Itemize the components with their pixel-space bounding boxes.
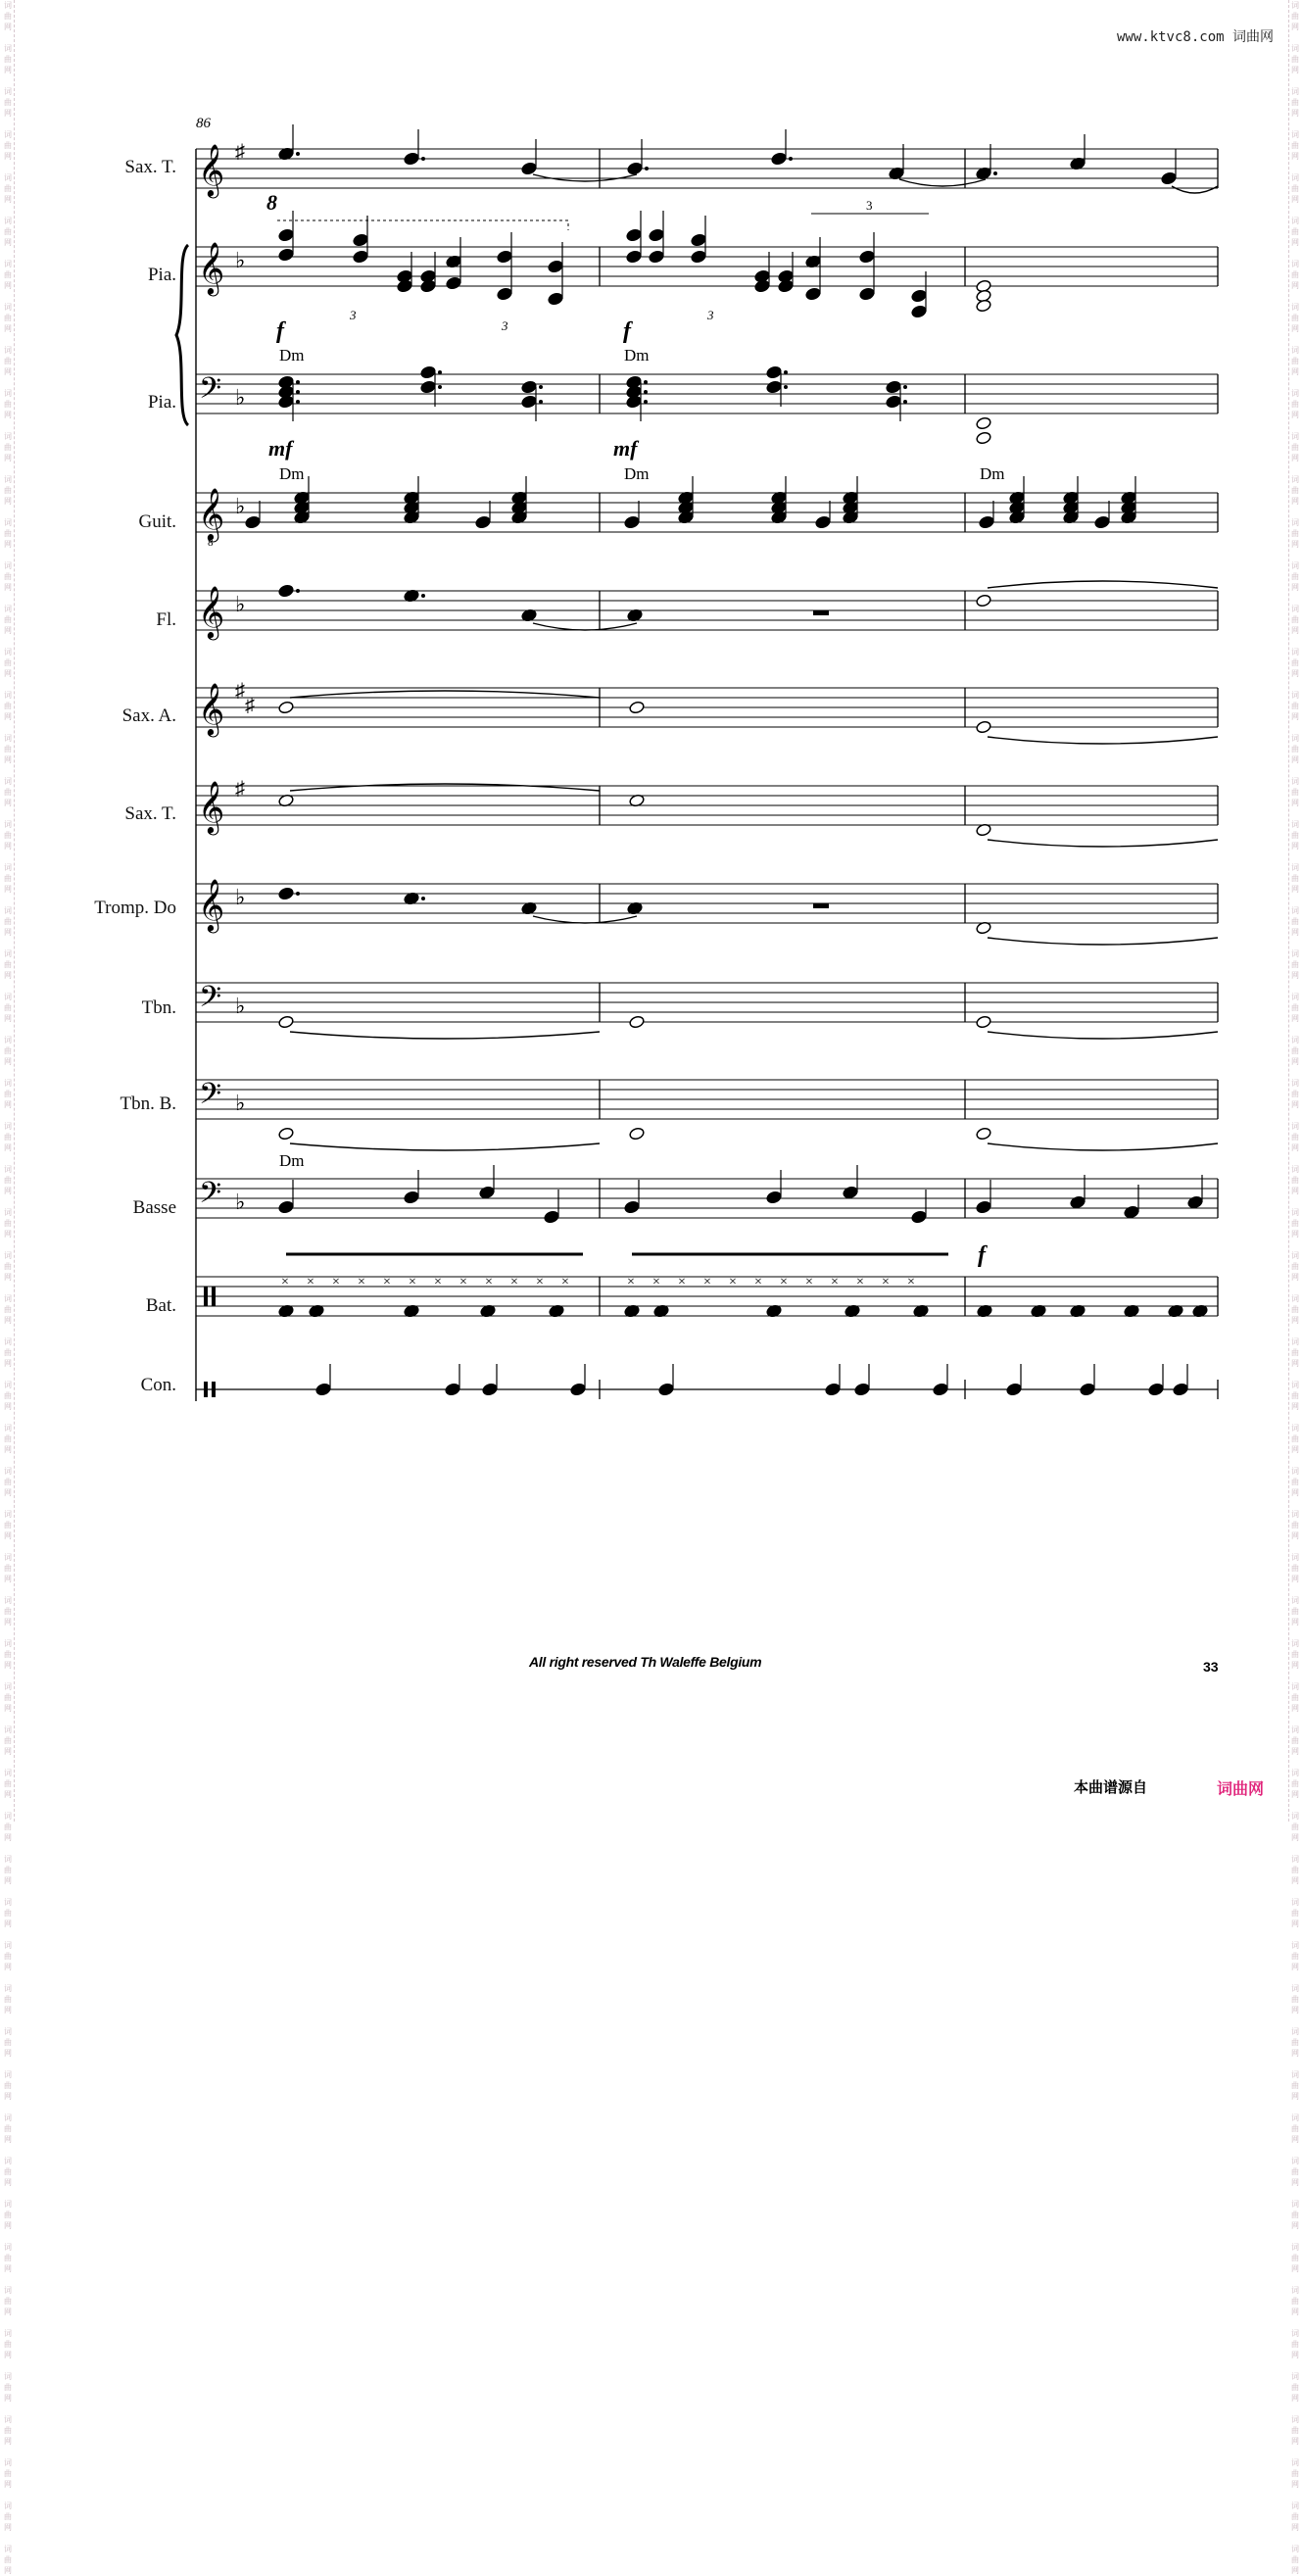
- treble-clef-icon: 𝄞: [198, 880, 225, 930]
- note-head: [315, 1383, 332, 1396]
- note-head: [482, 1383, 499, 1396]
- staff-9: [196, 981, 1218, 1022]
- tie: [1172, 186, 1218, 193]
- source-label: 本曲谱源自: [1074, 1778, 1148, 1796]
- ottava-mark: 8: [266, 190, 277, 215]
- staff-11: [196, 1177, 1218, 1218]
- dynamic-mf-1: mf: [268, 436, 293, 461]
- note-head: [278, 887, 295, 900]
- cymbal-x-icon: ×: [780, 1275, 788, 1289]
- staff-8: [196, 879, 1218, 933]
- treble-clef-icon: 𝄞: [198, 243, 225, 293]
- staff-13: [196, 1380, 1218, 1399]
- tie: [988, 1032, 1218, 1039]
- augmentation-dot: [644, 400, 648, 404]
- tie: [988, 581, 1218, 588]
- half-rest: [813, 610, 829, 615]
- note-head: [404, 1191, 420, 1204]
- cymbal-x-icon: ×: [831, 1275, 839, 1289]
- note-head: [1006, 1383, 1023, 1396]
- augmentation-dot: [296, 390, 300, 394]
- note-head: [629, 1127, 646, 1141]
- note-head: [1094, 515, 1111, 529]
- dynamic-f-piano-1: f: [276, 318, 284, 344]
- cymbal-x-icon: ×: [434, 1275, 442, 1289]
- chord-symbol-dm-4: Dm: [624, 464, 650, 483]
- note-head: [658, 1383, 675, 1396]
- note-head: [626, 228, 643, 242]
- cymbal-x-icon: ×: [652, 1275, 660, 1289]
- note-head: [353, 233, 369, 247]
- note-head: [245, 515, 262, 529]
- note-head: [886, 395, 902, 409]
- note-head: [497, 287, 513, 301]
- treble-clef-icon: 𝄞: [198, 587, 225, 637]
- note-head: [1080, 1383, 1096, 1396]
- note-head: [420, 380, 437, 394]
- flat-sign-icon: ♭: [235, 885, 246, 909]
- note-head: [521, 395, 538, 409]
- note-head: [544, 1210, 560, 1224]
- cymbal-x-icon: ×: [627, 1275, 635, 1289]
- note-head: [278, 584, 295, 598]
- flat-sign-icon: ♭: [235, 248, 246, 272]
- sharp-sign-icon: ♯: [235, 778, 245, 800]
- augmentation-dot: [438, 370, 442, 374]
- right-watermark-strip: 词 曲 网 词 曲 网 词 曲 网 词 曲 网 词 曲 网 词 曲 网 词 曲 网 词 曲 网 词 曲 网 词 曲 网 词 曲 网 词 曲 网 词 曲 网 词 曲 网 词 曲 网 词 曲 网 词 曲 网 词 曲 网 词 曲 网 词 曲 网 词 曲 网 词 曲 网 词 曲 网 词 曲 网 词 曲 网 词 曲 网 词 曲 网 词 曲 网 词 曲 网 词 曲 网 词 曲 网 词 曲 网 词 曲 网 词 曲 网 词 曲 网 词 曲 网 词 曲 网 词 曲 网 词 曲 网 词 曲 网 词 曲 网 词 曲 网 词 曲 网 词 曲 网 词 曲 网 词 曲 网 词 曲 网 词 曲 网 词 曲 网 词 曲 网 词 曲 网 词 曲 网 词 曲 网 词 曲 网 词 曲 网 词 曲 网 词 曲 网 词 曲 网 词 曲 网 词 曲 网: [1288, 0, 1301, 1822]
- note-head: [397, 279, 413, 293]
- instrument-label-sax-tenor-2: Sax. T.: [124, 803, 176, 824]
- note-head: [1173, 1383, 1189, 1396]
- percussion-clef-icon: [212, 1382, 216, 1397]
- note-head: [976, 1127, 992, 1141]
- note-head: [626, 395, 643, 409]
- cymbal-x-icon: ×: [332, 1275, 340, 1289]
- note-head: [1124, 1205, 1140, 1219]
- instrument-label-sax-alto: Sax. A.: [121, 705, 176, 726]
- augmentation-dot: [296, 892, 300, 896]
- note-head: [548, 260, 564, 273]
- note-head: [475, 515, 492, 529]
- bass-clef-icon: 𝄢: [199, 1078, 222, 1117]
- triplet-mark-top: 3: [866, 198, 873, 213]
- cymbal-x-icon: ×: [307, 1275, 314, 1289]
- augmentation-dot: [296, 400, 300, 404]
- half-rest: [813, 903, 829, 908]
- augmentation-dot: [644, 390, 648, 394]
- instrument-label-trombone: Tbn.: [141, 997, 176, 1018]
- flat-sign-icon: ♭: [235, 1091, 246, 1115]
- augmentation-dot: [421, 594, 425, 598]
- note-head: [278, 248, 295, 262]
- note-head: [629, 701, 646, 714]
- chord-symbol-dm-2: Dm: [624, 346, 650, 365]
- cymbal-x-icon: ×: [281, 1275, 289, 1289]
- instrument-label-flute: Fl.: [156, 609, 176, 630]
- augmentation-dot: [539, 400, 543, 404]
- note-head: [976, 1200, 992, 1214]
- note-head: [479, 1186, 496, 1199]
- note-head: [278, 1127, 295, 1141]
- note-head: [976, 299, 992, 313]
- note-head: [404, 152, 420, 166]
- cymbal-x-icon: ×: [358, 1275, 365, 1289]
- augmentation-dot: [784, 370, 788, 374]
- treble-clef-icon: 𝄞: [198, 782, 225, 832]
- instrument-label-bass: Basse: [132, 1197, 176, 1218]
- tie: [899, 179, 986, 186]
- note-head: [843, 1186, 859, 1199]
- note-head: [446, 276, 462, 290]
- cymbal-x-icon: ×: [907, 1275, 915, 1289]
- bass-clef-icon: 𝄢: [199, 981, 222, 1020]
- note-head: [691, 233, 707, 247]
- note-head: [278, 701, 295, 714]
- chord-symbol-dm-1: Dm: [279, 346, 305, 365]
- octave-clef-mark: 8: [208, 537, 214, 549]
- instrument-label-drums: Bat.: [145, 1295, 176, 1316]
- note-head: [976, 431, 992, 445]
- cymbal-x-icon: ×: [729, 1275, 737, 1289]
- note-head: [766, 365, 783, 379]
- note-head: [1187, 1195, 1204, 1209]
- page-number: 33: [1203, 1659, 1219, 1675]
- flat-sign-icon: ♭: [235, 385, 246, 410]
- augmentation-dot: [644, 380, 648, 384]
- note-head: [1161, 171, 1178, 185]
- note-head: [1070, 1195, 1086, 1209]
- cymbal-x-icon: ×: [561, 1275, 569, 1289]
- cymbal-x-icon: ×: [703, 1275, 711, 1289]
- note-head: [805, 287, 822, 301]
- flat-sign-icon: ♭: [235, 494, 246, 518]
- percussion-clef-icon: [212, 1287, 216, 1306]
- augmentation-dot: [438, 385, 442, 389]
- staff-2: [196, 242, 1218, 296]
- bass-clef-icon: 𝄢: [199, 372, 222, 412]
- sharp-sign-icon: ♯: [235, 141, 245, 163]
- instrument-label-congas: Con.: [140, 1375, 176, 1395]
- instrument-label-guitar: Guit.: [138, 511, 176, 532]
- piano-brace: [176, 245, 188, 425]
- tie: [290, 784, 600, 791]
- staff-5: [196, 586, 1218, 640]
- note-head: [548, 292, 564, 306]
- cymbal-x-icon: ×: [510, 1275, 518, 1289]
- cymbal-x-icon: ×: [383, 1275, 391, 1289]
- augmentation-dot: [784, 385, 788, 389]
- treble-clef-icon: 𝄞: [198, 684, 225, 734]
- dynamic-f-piano-2: f: [623, 318, 631, 344]
- note-head: [278, 1200, 295, 1214]
- instrument-label-bass-trombone: Tbn. B.: [120, 1094, 176, 1114]
- note-head: [278, 395, 295, 409]
- note-head: [979, 515, 995, 529]
- note-head: [521, 162, 538, 175]
- flat-sign-icon: ♭: [235, 1190, 246, 1214]
- tie: [533, 916, 637, 923]
- augmentation-dot: [296, 152, 300, 156]
- note-head: [815, 515, 832, 529]
- note-head: [778, 279, 795, 293]
- note-head: [624, 1200, 641, 1214]
- note-head: [976, 720, 992, 734]
- augmentation-dot: [903, 400, 907, 404]
- note-head: [933, 1383, 949, 1396]
- note-head: [278, 228, 295, 242]
- triplet-mark-3: 3: [707, 308, 714, 322]
- note-head: [1148, 1383, 1165, 1396]
- note-head: [629, 1015, 646, 1029]
- tie: [290, 691, 600, 698]
- augmentation-dot: [789, 157, 793, 161]
- tie: [988, 840, 1218, 847]
- cymbal-x-icon: ×: [856, 1275, 864, 1289]
- cymbal-x-icon: ×: [536, 1275, 544, 1289]
- note-head: [278, 1015, 295, 1029]
- augmentation-dot: [645, 167, 649, 170]
- tie: [988, 737, 1218, 744]
- cymbal-x-icon: ×: [459, 1275, 467, 1289]
- note-head: [766, 380, 783, 394]
- site-header[interactable]: www.ktvc8.com 词曲网: [1116, 29, 1274, 45]
- note-head: [521, 380, 538, 394]
- augmentation-dot: [421, 157, 425, 161]
- note-head: [754, 279, 771, 293]
- note-head: [976, 594, 992, 608]
- treble-clef-icon: 𝄞: [198, 145, 225, 195]
- note-head: [691, 250, 707, 264]
- cymbal-x-icon: ×: [485, 1275, 493, 1289]
- percussion-clef-icon: [204, 1287, 208, 1306]
- tie: [290, 1143, 600, 1150]
- brand-link[interactable]: 词曲网: [1217, 1779, 1265, 1798]
- staff-3: [196, 372, 1218, 413]
- note-head: [626, 250, 643, 264]
- note-head: [859, 287, 876, 301]
- flat-sign-icon: ♭: [235, 592, 246, 616]
- treble-clef-icon: 𝄞: [198, 489, 225, 539]
- augmentation-dot: [296, 380, 300, 384]
- instrument-label-trumpet: Tromp. Do: [94, 898, 176, 918]
- dynamic-f-drums: f: [978, 1242, 986, 1268]
- cymbal-x-icon: ×: [805, 1275, 813, 1289]
- note-head: [771, 152, 788, 166]
- note-head: [649, 228, 665, 242]
- cymbal-x-icon: ×: [754, 1275, 762, 1289]
- augmentation-dot: [539, 385, 543, 389]
- staff-10: [196, 1078, 1218, 1119]
- note-head: [976, 1015, 992, 1029]
- note-head: [976, 416, 992, 430]
- instrument-label-piano-treble: Pia.: [147, 265, 176, 285]
- augmentation-dot: [296, 589, 300, 593]
- note-head: [497, 250, 513, 264]
- staff-1: [196, 141, 1218, 198]
- note-head: [911, 289, 928, 303]
- cymbal-x-icon: ×: [678, 1275, 686, 1289]
- cymbal-x-icon: ×: [409, 1275, 416, 1289]
- sharp-sign-icon: ♯: [245, 695, 255, 716]
- augmentation-dot: [903, 385, 907, 389]
- note-head: [627, 162, 644, 175]
- note-head: [911, 1210, 928, 1224]
- note-head: [353, 250, 369, 264]
- instrument-label-sax-tenor-1: Sax. T.: [124, 157, 176, 177]
- instrument-label-piano-bass: Pia.: [147, 392, 176, 413]
- flat-sign-icon: ♭: [235, 994, 246, 1018]
- ottava-line: [277, 220, 568, 230]
- tie: [533, 623, 637, 630]
- note-head: [854, 1383, 871, 1396]
- augmentation-dot: [421, 897, 425, 900]
- note-head: [766, 1191, 783, 1204]
- note-head: [445, 1383, 461, 1396]
- triplet-mark-2: 3: [502, 318, 508, 333]
- copyright-text: All right reserved Th Waleffe Belgium: [529, 1654, 762, 1670]
- note-head: [570, 1383, 587, 1396]
- tie: [988, 1143, 1218, 1150]
- note-head: [911, 305, 928, 318]
- percussion-clef-icon: [204, 1382, 208, 1397]
- left-watermark-strip: 词 曲 网 词 曲 网 词 曲 网 词 曲 网 词 曲 网 词 曲 网 词 曲 网 词 曲 网 词 曲 网 词 曲 网 词 曲 网 词 曲 网 词 曲 网 词 曲 网 词 曲 网 词 曲 网 词 曲 网 词 曲 网 词 曲 网 词 曲 网 词 曲 网 词 曲 网 词 曲 网 词 曲 网 词 曲 网 词 曲 网 词 曲 网 词 曲 网 词 曲 网 词 曲 网 词 曲 网 词 曲 网 词 曲 网 词 曲 网 词 曲 网 词 曲 网 词 曲 网 词 曲 网 词 曲 网 词 曲 网 词 曲 网 词 曲 网 词 曲 网 词 曲 网 词 曲 网 词 曲 网 词 曲 网 词 曲 网 词 曲 网 词 曲 网 词 曲 网 词 曲 网 词 曲 网 词 曲 网 词 曲 网 词 曲 网 词 曲 网 词 曲 网 词 曲 网 词 曲 网: [2, 0, 15, 1822]
- staff-6: [196, 680, 1218, 737]
- sharp-sign-icon: ♯: [235, 680, 245, 702]
- note-head: [420, 365, 437, 379]
- chord-symbol-dm-5: Dm: [980, 464, 1005, 483]
- note-head: [859, 250, 876, 264]
- note-head: [420, 279, 437, 293]
- dynamic-mf-2: mf: [613, 436, 638, 461]
- bass-clef-icon: 𝄢: [199, 1177, 222, 1216]
- triplet-mark-1: 3: [350, 308, 357, 322]
- augmentation-dot: [993, 171, 997, 175]
- chord-symbol-dm-3: Dm: [279, 464, 305, 483]
- chord-symbol-dm-6: Dm: [279, 1151, 305, 1170]
- measure-number: 86: [196, 116, 211, 131]
- note-head: [624, 515, 641, 529]
- note-head: [886, 380, 902, 394]
- note-head: [649, 250, 665, 264]
- note-head: [825, 1383, 842, 1396]
- cymbal-x-icon: ×: [882, 1275, 890, 1289]
- tie: [988, 938, 1218, 945]
- tie: [290, 1032, 600, 1039]
